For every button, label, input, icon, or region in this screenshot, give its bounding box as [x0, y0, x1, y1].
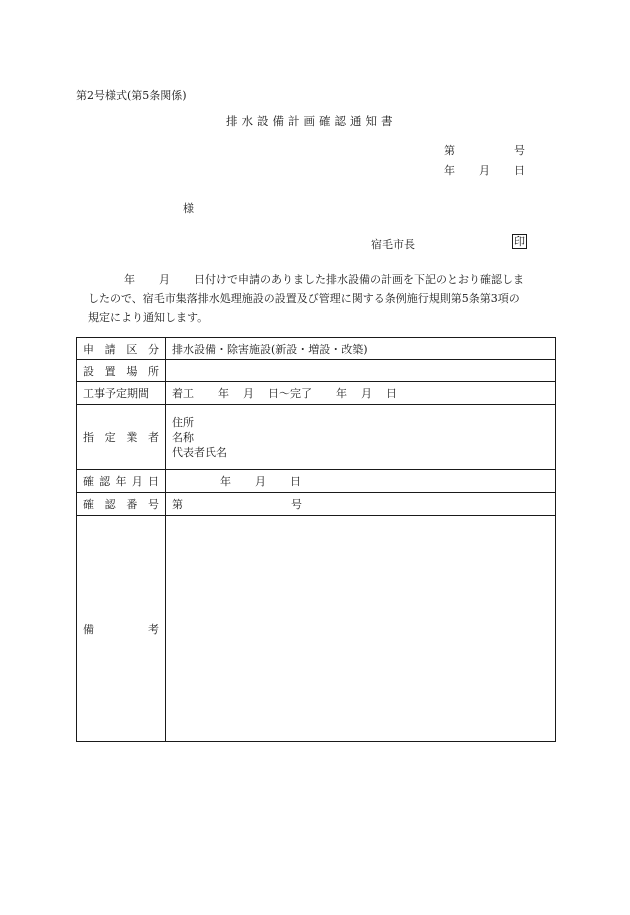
- body-line-1: [88, 270, 556, 289]
- row-remarks: [77, 516, 556, 742]
- body-line-1-text: 日付けで申請のありました排水設備の計画を下記のとおり確認しま: [194, 273, 524, 286]
- value-remarks: [166, 516, 556, 742]
- confirm-day: 日: [290, 475, 301, 488]
- row-confirmation-date: [77, 470, 556, 493]
- start-day-end-label: 日〜完了: [268, 387, 312, 400]
- label-designated-contractor: 指定業者: [77, 405, 166, 470]
- row-application-type: [77, 338, 556, 360]
- label-installation-location: 設置場所: [77, 360, 166, 382]
- doc-number-prefix: 第: [444, 144, 455, 157]
- seal-mark: [512, 234, 527, 249]
- form-table: [76, 337, 556, 742]
- label-application-type: 申請区分: [77, 338, 166, 360]
- label-confirmation-date: 確認年月日: [77, 470, 166, 493]
- value-confirmation-date: [166, 470, 556, 493]
- end-day: 日: [386, 387, 397, 400]
- label-remarks: 備考: [77, 516, 166, 742]
- label-confirmation-number: 確認番号: [77, 493, 166, 516]
- end-month: 月: [361, 387, 372, 400]
- body-month: 月: [159, 273, 170, 286]
- document-title: 排水設備計画確認通知書: [226, 114, 397, 128]
- body-line-3: 規定により通知します。: [88, 311, 209, 324]
- body-paragraph: [88, 270, 556, 327]
- contractor-representative-label: 代表者氏名: [172, 445, 227, 459]
- row-installation-location: [77, 360, 556, 382]
- value-application-type: 排水設備・除害施設(新設・増設・改築): [166, 338, 556, 360]
- doc-number-suffix: 号: [514, 144, 525, 157]
- contractor-name-label: 名称: [172, 430, 194, 444]
- start-month: 月: [243, 387, 254, 400]
- issuer-name: 宿毛市長: [371, 238, 415, 251]
- seal-text: 印: [514, 235, 525, 248]
- value-confirmation-number: [166, 493, 556, 516]
- value-designated-contractor: [166, 405, 556, 470]
- header-date-year: 年: [444, 164, 455, 177]
- confirm-number-prefix: 第: [172, 498, 183, 511]
- form-number: 第2号様式(第5条関係): [76, 89, 187, 102]
- label-construction-period: 工事予定期間: [77, 382, 166, 405]
- header-date-month: 月: [479, 164, 490, 177]
- start-label: 着工: [172, 387, 194, 400]
- value-construction-period: [166, 382, 556, 405]
- contractor-address-label: 住所: [172, 415, 194, 429]
- row-designated-contractor: [77, 405, 556, 470]
- body-year: 年: [124, 273, 135, 286]
- confirm-year: 年: [220, 475, 231, 488]
- row-confirmation-number: [77, 493, 556, 516]
- addressee-suffix: 様: [183, 202, 194, 215]
- confirm-month: 月: [255, 475, 266, 488]
- start-year: 年: [218, 387, 229, 400]
- body-line-2: したので、宿毛市集落排水処理施設の設置及び管理に関する条例施行規則第5条第3項の: [88, 292, 520, 305]
- value-installation-location: [166, 360, 556, 382]
- row-construction-period: [77, 382, 556, 405]
- end-year: 年: [336, 387, 347, 400]
- header-date-day: 日: [514, 164, 525, 177]
- confirm-number-suffix: 号: [291, 498, 302, 511]
